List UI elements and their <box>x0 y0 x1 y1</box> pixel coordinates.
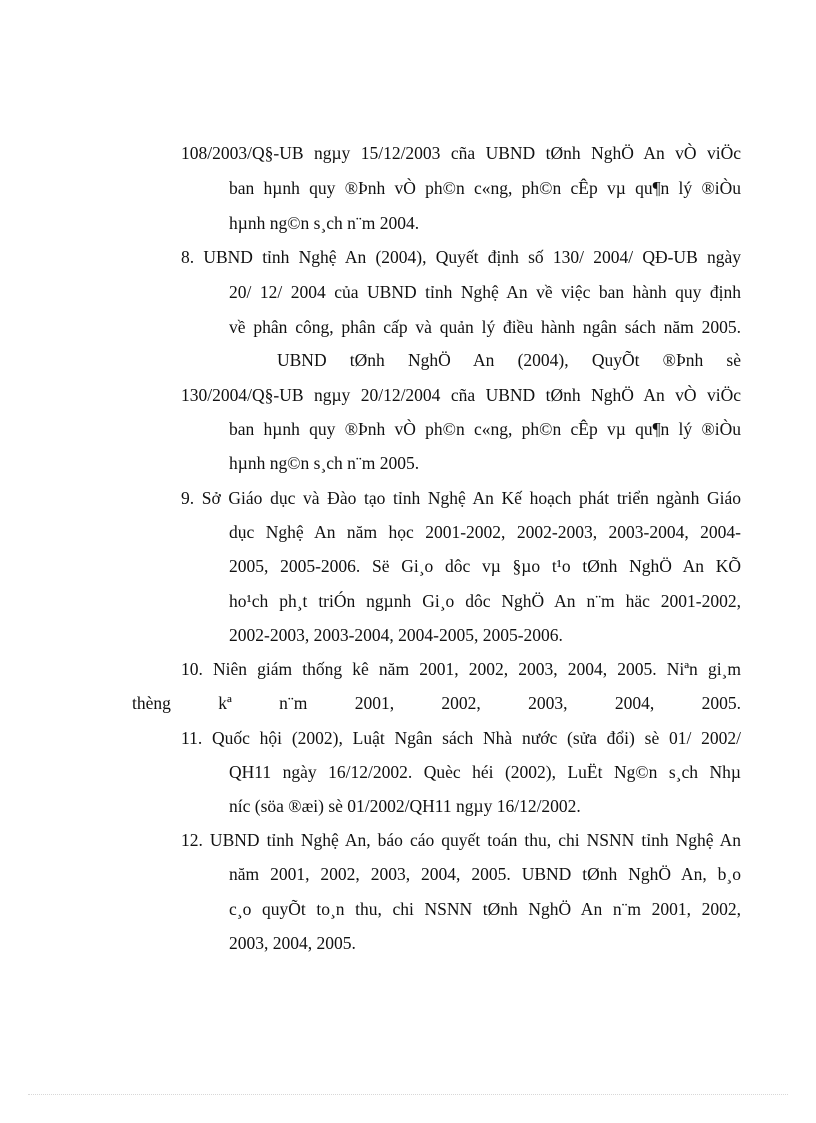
reference-item-11: 11. Quốc hội (2002), Luật Ngân sách Nhà nước (sửa đổi) sè 01/ 2002/ <box>181 728 741 748</box>
reference-line: ho¹ch ph¸t triÓn ngµnh Gi¸o dôc NghÖ An n¨m häc 2001-2002, <box>229 591 741 611</box>
reference-item-9: 9. Sở Giáo dục và Đào tạo tỉnh Nghệ An Kế hoạch phát triển ngành Giáo <box>181 488 741 508</box>
reference-item-8: 8. UBND tỉnh Nghệ An (2004), Quyết định số 130/ 2004/ QĐ-UB ngày <box>181 247 741 267</box>
reference-line: dục Nghệ An năm học 2001-2002, 2002-2003, 2003-2004, 2004- <box>229 522 741 542</box>
reference-line: về phân công, phân cấp và quản lý điều hành ngân sách năm 2005. <box>229 317 741 337</box>
reference-line: ban hµnh quy ®Þnh vÒ ph©n c«ng, ph©n cÊp vµ qu¶n lý ®iÒu <box>229 178 741 198</box>
reference-line: ban hµnh quy ®Þnh vÒ ph©n c«ng, ph©n cÊp vµ qu¶n lý ®iÒu <box>229 419 741 439</box>
reference-line: níc (söa ®æi) sè 01/2002/QH11 ngµy 16/12/2002. <box>229 796 581 816</box>
reference-item-12: 12. UBND tỉnh Nghệ An, báo cáo quyết toán thu, chi NSNN tỉnh Nghệ An <box>181 830 741 850</box>
reference-line: QH11 ngày 16/12/2002. Quèc héi (2002), LuËt Ng©n s¸ch Nhµ <box>229 762 741 782</box>
reference-line: 2005, 2005-2006. Së Gi¸o dôc vµ §µo t¹o tØnh NghÖ An KÕ <box>229 556 741 576</box>
reference-line: c¸o quyÕt to¸n thu, chi NSNN tØnh NghÖ An n¨m 2001, 2002, <box>229 899 741 919</box>
reference-line: hµnh ng©n s¸ch n¨m 2005. <box>229 453 420 473</box>
reference-line: 2002-2003, 2003-2004, 2004-2005, 2005-2006. <box>229 625 563 645</box>
reference-line: 20/ 12/ 2004 của UBND tỉnh Nghệ An về việc ban hành quy định <box>229 282 741 302</box>
reference-line: hµnh ng©n s¸ch n¨m 2004. <box>229 213 420 233</box>
reference-line: 2003, 2004, 2005. <box>229 933 356 953</box>
page-bottom-rule <box>28 1094 788 1095</box>
reference-line: 130/2004/Q§-UB ngµy 20/12/2004 cña UBND tØnh NghÖ An vÒ viÖc <box>181 385 741 405</box>
reference-line: 108/2003/Q§-UB ngµy 15/12/2003 cña UBND tØnh NghÖ An vÒ viÖc <box>181 143 741 163</box>
reference-line: thèng kª n¨m 2001, 2002, 2003, 2004, 2005. <box>132 693 741 713</box>
reference-item-10: 10. Niên giám thống kê năm 2001, 2002, 2003, 2004, 2005. Niªn gi¸m <box>181 659 741 679</box>
reference-line: UBND tØnh NghÖ An (2004), QuyÕt ®Þnh sè <box>277 350 741 370</box>
reference-line: năm 2001, 2002, 2003, 2004, 2005. UBND tØnh NghÖ An, b¸o <box>229 864 741 884</box>
